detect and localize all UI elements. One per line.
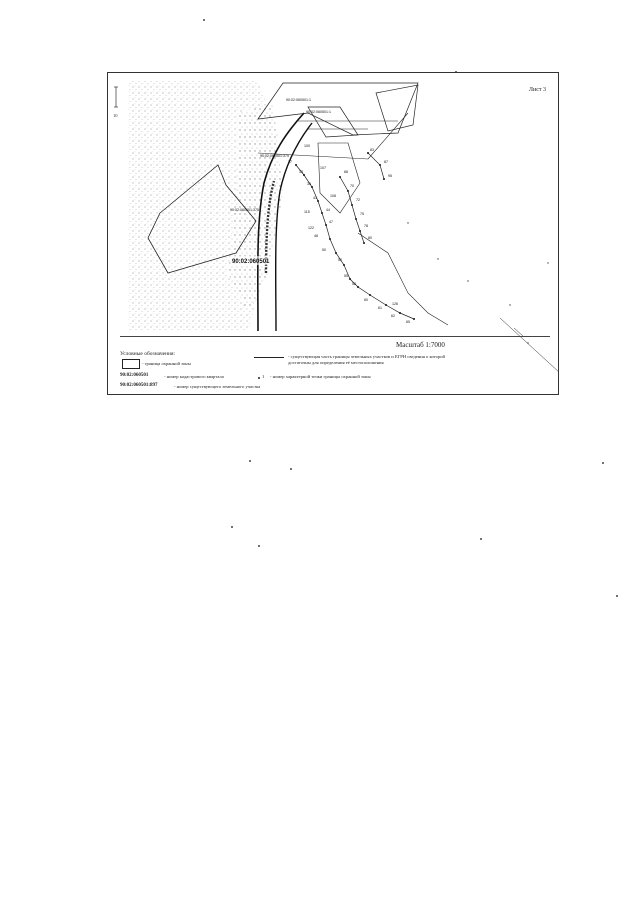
svg-text:65: 65: [406, 320, 410, 324]
svg-text:62: 62: [391, 314, 395, 318]
svg-text:115: 115: [304, 210, 310, 214]
scale-label: Масштаб 1:7000: [396, 341, 445, 349]
svg-text:87: 87: [384, 160, 388, 164]
svg-text:35: 35: [307, 182, 311, 186]
legend-parcel-code: 90:02:060501:897: [120, 383, 158, 388]
legend-zone-boundary: - граница охранной зоны: [142, 361, 191, 366]
legend-parcel-number: - номер существующего земельного участка: [174, 384, 261, 389]
svg-text:50: 50: [322, 248, 326, 252]
svg-text:83: 83: [370, 148, 374, 152]
block-label: 90:02:060501: [232, 259, 270, 265]
zone-boundary-swatch: [122, 359, 140, 369]
svg-text:60: 60: [364, 298, 368, 302]
svg-text:10: 10: [113, 113, 118, 118]
svg-text:107: 107: [320, 166, 326, 170]
svg-text:33: 33: [299, 170, 303, 174]
legend-existing-part: - существующая часть границы земельных участков и ЕГРН сведения о которой достаточны для определения её местоположения: [288, 354, 445, 365]
point-marker-swatch: [258, 377, 260, 379]
legend-title: Условные обозначения:: [120, 351, 176, 357]
legend-point-marker: 1: [262, 374, 265, 379]
svg-text:122: 122: [308, 226, 314, 230]
svg-text:90:02:060501:375: 90:02:060501:375: [230, 208, 259, 212]
svg-text:47: 47: [329, 220, 333, 224]
svg-text:27: 27: [288, 160, 292, 164]
boundary-points: [295, 152, 415, 320]
svg-text:90:02:060501:375: 90:02:060501:375: [260, 154, 289, 158]
protection-zone-line: [296, 165, 414, 319]
svg-text:44: 44: [326, 208, 330, 212]
svg-text:52: 52: [338, 258, 342, 262]
svg-text:90:02:060501:1: 90:02:060501:1: [286, 98, 311, 102]
legend-point-number: - номер характерной точки границы охранной зоны: [270, 374, 371, 379]
svg-text:61: 61: [378, 306, 382, 310]
svg-text:126: 126: [392, 302, 398, 306]
sheet-label: Лист 3: [528, 87, 546, 93]
zone-boundary-east: [318, 143, 360, 213]
svg-text:41: 41: [313, 196, 317, 200]
svg-text:55: 55: [344, 274, 348, 278]
parcel-north-1: [258, 83, 418, 135]
svg-text:48: 48: [314, 234, 318, 238]
map-sheet: [107, 72, 559, 395]
svg-text:90:02:060501:1: 90:02:060501:1: [306, 110, 331, 114]
svg-text:58: 58: [352, 282, 356, 286]
point-labels: [288, 144, 410, 324]
parcel-north-3: [376, 85, 418, 131]
svg-text:95: 95: [388, 174, 392, 178]
legend-divider: [120, 336, 550, 337]
svg-text:70: 70: [350, 184, 354, 188]
cadastral-map: [108, 73, 559, 395]
existing-part-swatch: [254, 357, 284, 358]
svg-text:100: 100: [304, 144, 310, 148]
svg-text:108: 108: [330, 194, 336, 198]
legend-block-number: - номер кадастрового квартала: [164, 374, 224, 379]
svg-text:68: 68: [344, 170, 348, 174]
svg-text:78: 78: [364, 224, 368, 228]
svg-text:72: 72: [356, 198, 360, 202]
svg-text:75: 75: [360, 212, 364, 216]
legend-block-code: 90:02:060501: [120, 373, 149, 378]
svg-text:80: 80: [368, 236, 372, 240]
